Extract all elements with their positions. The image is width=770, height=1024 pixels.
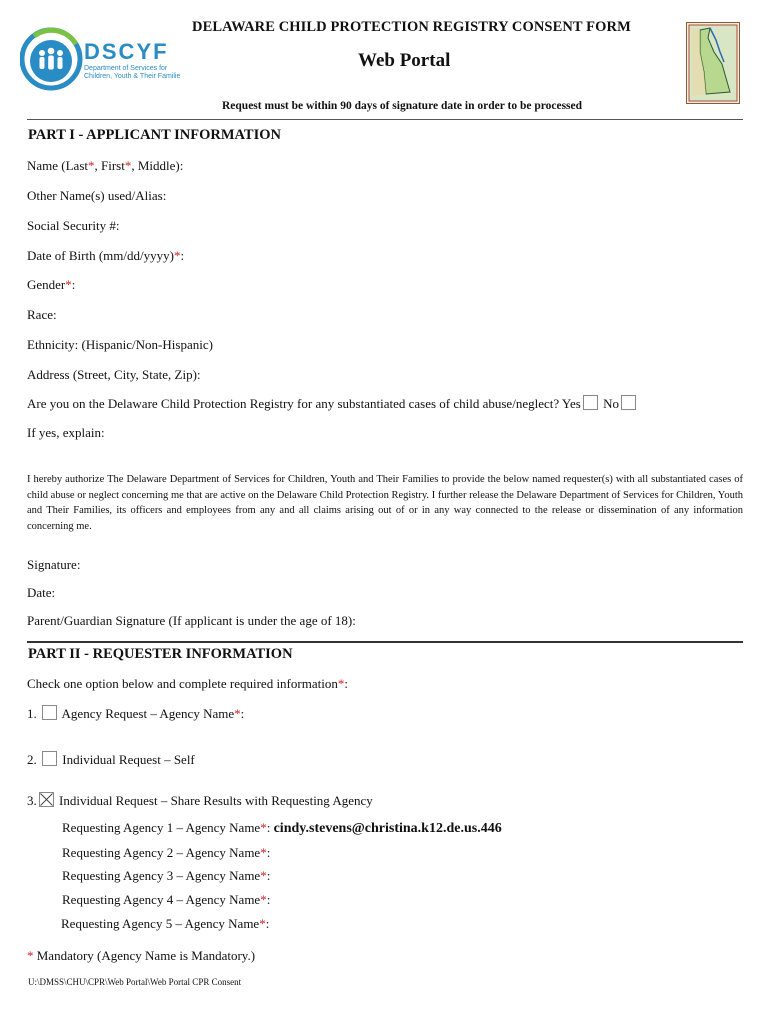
option-label: : (240, 706, 245, 721)
agency-label: : (266, 820, 271, 835)
gender-label: Gender (27, 277, 66, 292)
requesting-agency-2[interactable] (62, 845, 270, 861)
alias-field[interactable]: Other Name(s) used/Alias: (27, 188, 167, 203)
required-star: * (260, 868, 267, 883)
agency-label: Requesting Agency 4 – Agency Name (62, 892, 261, 907)
authorization-statement: I hereby authorize The Delaware Department of Services for Children, Youth and Their Families to provide the below named requester(s) with all substantiated cases of child abuse or neglect concerning me that are active on the Delaware Child Protection Registry. I further release the Delaware Department of Services for Children, Youth and Their Families, its officers and employees from any and all claims arising out of or in any way connected to the release or dissemination of any information concerning me. (27, 474, 743, 532)
option-share-results (27, 792, 373, 809)
address-field[interactable]: Address (Street, City, State, Zip): (27, 367, 201, 382)
processing-note: Request must be within 90 days of signature date in order to be processed (222, 100, 583, 112)
yes-checkbox[interactable] (583, 395, 598, 410)
agency-label: : (266, 892, 271, 907)
dob-field[interactable] (27, 248, 184, 264)
option-label: Agency Request – Agency Name (61, 706, 235, 721)
delaware-map-icon (686, 22, 740, 104)
option-individual-self (27, 751, 195, 768)
ethnicity-field[interactable]: Ethnicity: (Hispanic/Non-Hispanic) (27, 337, 213, 352)
required-star: * (65, 277, 72, 292)
logo-line1: Department of Services for (84, 65, 168, 72)
guardian-signature-field[interactable]: Parent/Guardian Signature (If applicant is under the age of 18): (27, 613, 356, 628)
requesting-agency-1[interactable] (62, 820, 502, 837)
required-star: * (173, 248, 181, 263)
required-star: * (88, 158, 95, 173)
dscyf-logo (20, 26, 180, 92)
mandatory-note-text: Mandatory (Agency Name is Mandatory.) (36, 948, 256, 963)
option-number: 1. (27, 706, 37, 721)
required-star: * (260, 845, 267, 860)
signature-field[interactable]: Signature: (27, 557, 81, 572)
divider (27, 119, 743, 120)
registry-question (27, 395, 638, 412)
share-results-checkbox[interactable] (39, 792, 54, 807)
logo-acronym: DSCYF (84, 39, 169, 64)
agency-label: Requesting Agency 5 – Agency Name (61, 916, 260, 931)
option-label: Individual Request – Self (62, 752, 195, 767)
requesting-agency-4[interactable] (62, 892, 270, 908)
agency-label: : (266, 868, 271, 883)
required-star: * (260, 820, 267, 835)
part2-heading: PART II - REQUESTER INFORMATION (28, 646, 293, 662)
dob-label: Date of Birth (mm/dd/yyyy) (27, 248, 174, 263)
required-star: * (259, 916, 266, 931)
option-number: 2. (27, 752, 37, 767)
name-label: , Middle): (131, 158, 184, 173)
agency-label: : (265, 916, 270, 931)
agency-value[interactable]: cindy.stevens@christina.k12.de.us.446 (273, 821, 502, 836)
requesting-agency-3[interactable] (62, 868, 270, 884)
agency-label: Requesting Agency 3 – Agency Name (62, 868, 261, 883)
agency-request-checkbox[interactable] (42, 705, 57, 720)
name-label: , First (94, 158, 125, 173)
mandatory-note (27, 948, 255, 964)
requester-instruction (27, 676, 348, 692)
gender-field[interactable] (27, 277, 75, 293)
agency-label: Requesting Agency 1 – Agency Name (62, 820, 261, 835)
required-star: * (234, 706, 241, 721)
instruction-text: : (344, 676, 348, 691)
required-star: * (337, 676, 345, 691)
divider (27, 641, 743, 643)
instruction-text: Check one option below and complete required information (27, 676, 338, 691)
gender-label: : (71, 277, 76, 292)
option-number: 3. (27, 793, 37, 808)
date-field[interactable]: Date: (27, 585, 56, 600)
race-field[interactable]: Race: (27, 307, 57, 322)
option-label: Individual Request – Share Results with Requesting Agency (59, 793, 373, 808)
option-agency-request (27, 705, 244, 722)
file-path-footer: U:\DMSS\CHU\CPR\Web Portal\Web Portal CPR Consent (28, 977, 242, 987)
registry-question-text: Are you on the Delaware Child Protection Registry for any substantiated cases of child abuse/neglect? (27, 396, 560, 411)
agency-label: Requesting Agency 2 – Agency Name (62, 845, 261, 860)
form-title: DELAWARE CHILD PROTECTION REGISTRY CONSENT FORM (192, 19, 631, 35)
yes-label: Yes (561, 396, 581, 411)
name-label: Name (Last (27, 158, 89, 173)
name-field[interactable] (27, 158, 183, 174)
form-subtitle: Web Portal (358, 50, 451, 71)
ssn-field[interactable]: Social Security #: (27, 218, 120, 233)
no-label: No (603, 396, 619, 411)
required-star: * (124, 158, 132, 173)
dob-label: : (180, 248, 185, 263)
required-star: * (27, 948, 34, 963)
logo-line2: Children, Youth & Their Families (84, 73, 180, 80)
explain-field[interactable]: If yes, explain: (27, 425, 105, 440)
individual-self-checkbox[interactable] (42, 751, 57, 766)
requesting-agency-5[interactable] (61, 916, 269, 932)
agency-label: : (266, 845, 271, 860)
part1-heading: PART I - APPLICANT INFORMATION (28, 127, 281, 143)
no-checkbox[interactable] (621, 395, 636, 410)
required-star: * (260, 892, 267, 907)
